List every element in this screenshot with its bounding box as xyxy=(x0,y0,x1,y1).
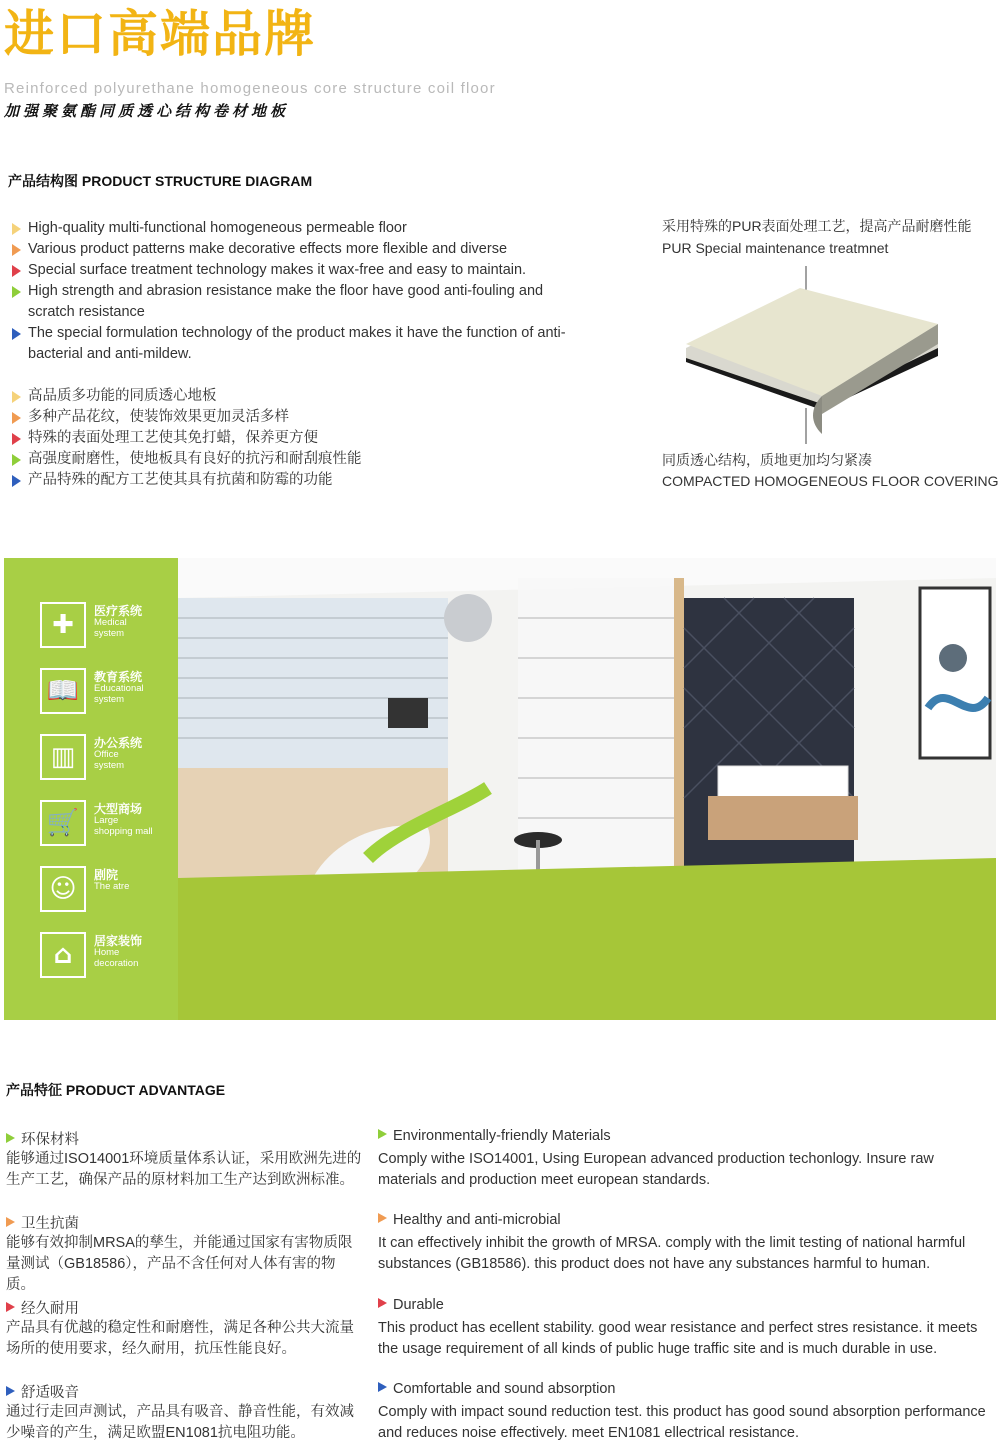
bullet-item: 产品特殊的配方工艺使其具有抗菌和防霉的功能 xyxy=(8,470,588,491)
bullet-item: High strength and abrasion resistance make the floor have good anti-fouling and scratch resistance xyxy=(8,281,588,323)
application-label-cn: 医疗系统 xyxy=(94,604,143,618)
triangle-bullet-icon xyxy=(12,244,21,256)
bullet-item: High-quality multi-functional homogeneous permeable floor xyxy=(8,218,588,239)
advantage-title-en: Comfortable and sound absorption xyxy=(378,1381,615,1397)
bullet-item: The special formulation technology of the product makes it have the function of anti-bacterial and anti-mildew. xyxy=(8,323,588,365)
subtitle-english: Reinforced polyurethane homogeneous core structure coil floor xyxy=(4,80,496,97)
shopping-cart-icon: 🛒 xyxy=(40,800,86,846)
advantage-body-cn: 产品具有优越的稳定性和耐磨性，满足各种公共大流量场所的使用要求，经久耐用，抗压性能良好。 xyxy=(6,1320,354,1357)
application-item-education xyxy=(40,668,178,728)
application-item-theatre xyxy=(40,866,178,926)
application-label-en: Large shopping mall xyxy=(94,815,153,837)
advantage-body-cn: 通过行走回声测试，产品具有吸音、静音性能，有效减少噪音的产生，满足欧盟EN1081抗电阻功能。 xyxy=(6,1404,354,1441)
advantage-heading: 产品特征 PRODUCT ADVANTAGE xyxy=(6,1082,226,1098)
advantage-body-en: It can effectively inhibit the growth of MRSA. comply with the limit testing of national harmful substances (GB18586). this product does not have any substances harmful to human. xyxy=(378,1235,966,1272)
bullet-item: 多种产品花纹，使装饰效果更加灵活多样 xyxy=(8,407,588,428)
home-icon: ⌂ xyxy=(40,932,86,978)
office-building-icon: ▥ xyxy=(40,734,86,780)
structure-bullets-cn xyxy=(8,386,588,491)
application-item-office xyxy=(40,734,178,794)
advantage-title-en: Healthy and anti-microbial xyxy=(378,1212,561,1228)
triangle-bullet-icon xyxy=(378,1129,387,1139)
application-photo-panel xyxy=(4,558,996,1020)
advantage-title-cn: 卫生抗菌 xyxy=(6,1212,79,1233)
triangle-bullet-icon xyxy=(378,1382,387,1392)
theatre-icon: ☺ xyxy=(40,866,86,912)
application-label-cn: 剧院 xyxy=(94,868,119,882)
triangle-bullet-icon xyxy=(378,1298,387,1308)
application-label-cn: 办公系统 xyxy=(94,736,143,750)
advantage-body-cn: 能够有效抑制MRSA的孳生，并能通过国家有害物质限量测试（GB18586），产品不含任何对人体有害的物质。 xyxy=(6,1235,353,1293)
advantage-title-en: Durable xyxy=(378,1297,444,1313)
application-sidebar xyxy=(4,558,178,1020)
application-label-cn: 大型商场 xyxy=(94,802,143,816)
application-label-en: The atre xyxy=(94,881,130,892)
application-label-en: Home decoration xyxy=(94,947,139,969)
triangle-bullet-icon xyxy=(12,391,21,403)
page-title: 进口高端品牌 xyxy=(4,5,316,63)
application-label-cn: 居家装饰 xyxy=(94,934,143,948)
advantage-title-cn: 经久耐用 xyxy=(6,1297,79,1318)
application-label-cn: 教育系统 xyxy=(94,670,143,684)
structure-bullets-en xyxy=(8,218,588,365)
application-item-home xyxy=(40,932,178,992)
diagram-top-cn: 采用特殊的PUR表面处理工艺，提高产品耐磨性能 xyxy=(662,218,972,234)
application-label-en: Office system xyxy=(94,749,125,771)
bullet-item: Special surface treatment technology makes it wax-free and easy to maintain. xyxy=(8,260,588,281)
advantage-title-cn: 环保材料 xyxy=(6,1128,79,1149)
application-item-mall xyxy=(40,800,178,860)
application-item-medical xyxy=(40,602,178,662)
triangle-bullet-icon xyxy=(6,1217,15,1227)
triangle-bullet-icon xyxy=(12,475,21,487)
triangle-bullet-icon xyxy=(12,286,21,298)
floor-top-surface xyxy=(686,288,938,396)
advantage-body-en: Comply withe ISO14001, Using European advanced production techonlogy. Insure raw materials and production meet european standards. xyxy=(378,1151,934,1188)
triangle-bullet-icon xyxy=(12,454,21,466)
application-label-en: Medical system xyxy=(94,617,127,639)
bullet-item: 特殊的表面处理工艺使其免打蜡，保养更方便 xyxy=(8,428,588,449)
triangle-bullet-icon xyxy=(12,433,21,445)
advantage-body-en: Comply with impact sound reduction test. this product has good sound absorption performance and reduces noise effectively. meet EN1081 ellectrical resistance. xyxy=(378,1404,986,1441)
advantage-body-en: This product has ecellent stability. good wear resistance and perfect stres resistance. it meets the usage requirement of all kinds of public huge traffic site and is much durable in use. xyxy=(378,1320,978,1357)
structure-heading: 产品结构图 PRODUCT STRUCTURE DIAGRAM xyxy=(8,173,313,189)
triangle-bullet-icon xyxy=(12,265,21,277)
advantage-title-cn: 舒适吸音 xyxy=(6,1381,79,1402)
bullet-item: 高品质多功能的同质透心地板 xyxy=(8,386,588,407)
triangle-bullet-icon xyxy=(6,1133,15,1143)
advantage-title-en: Environmentally-friendly Materials xyxy=(378,1128,611,1144)
triangle-bullet-icon xyxy=(378,1213,387,1223)
triangle-bullet-icon xyxy=(6,1302,15,1312)
bullet-item: 高强度耐磨性，使地板具有良好的抗污和耐刮痕性能 xyxy=(8,449,588,470)
triangle-bullet-icon xyxy=(12,223,21,235)
bullet-item: Various product patterns make decorative effects more flexible and diverse xyxy=(8,239,588,260)
book-icon: 📖 xyxy=(40,668,86,714)
dental-clinic-photo xyxy=(178,558,996,1020)
triangle-bullet-icon xyxy=(6,1386,15,1396)
application-label-en: Educational system xyxy=(94,683,144,705)
advantage-body-cn: 能够通过ISO14001环境质量体系认证，采用欧洲先进的生产工艺，确保产品的原材料加工生产达到欧洲标准。 xyxy=(6,1151,362,1188)
floor-layer-diagram xyxy=(680,258,960,448)
diagram-bottom-en: COMPACTED HOMOGENEOUS FLOOR COVERING xyxy=(662,473,999,489)
diagram-bottom-cn: 同质透心结构，质地更加均匀紧凑 xyxy=(662,452,872,468)
diagram-top-en: PUR Special maintenance treatmnet xyxy=(662,240,889,256)
triangle-bullet-icon xyxy=(12,328,21,340)
triangle-bullet-icon xyxy=(12,412,21,424)
subtitle-chinese: 加强聚氨酯同质透心结构卷材地板 xyxy=(4,102,290,120)
medical-cross-icon: ✚ xyxy=(40,602,86,648)
